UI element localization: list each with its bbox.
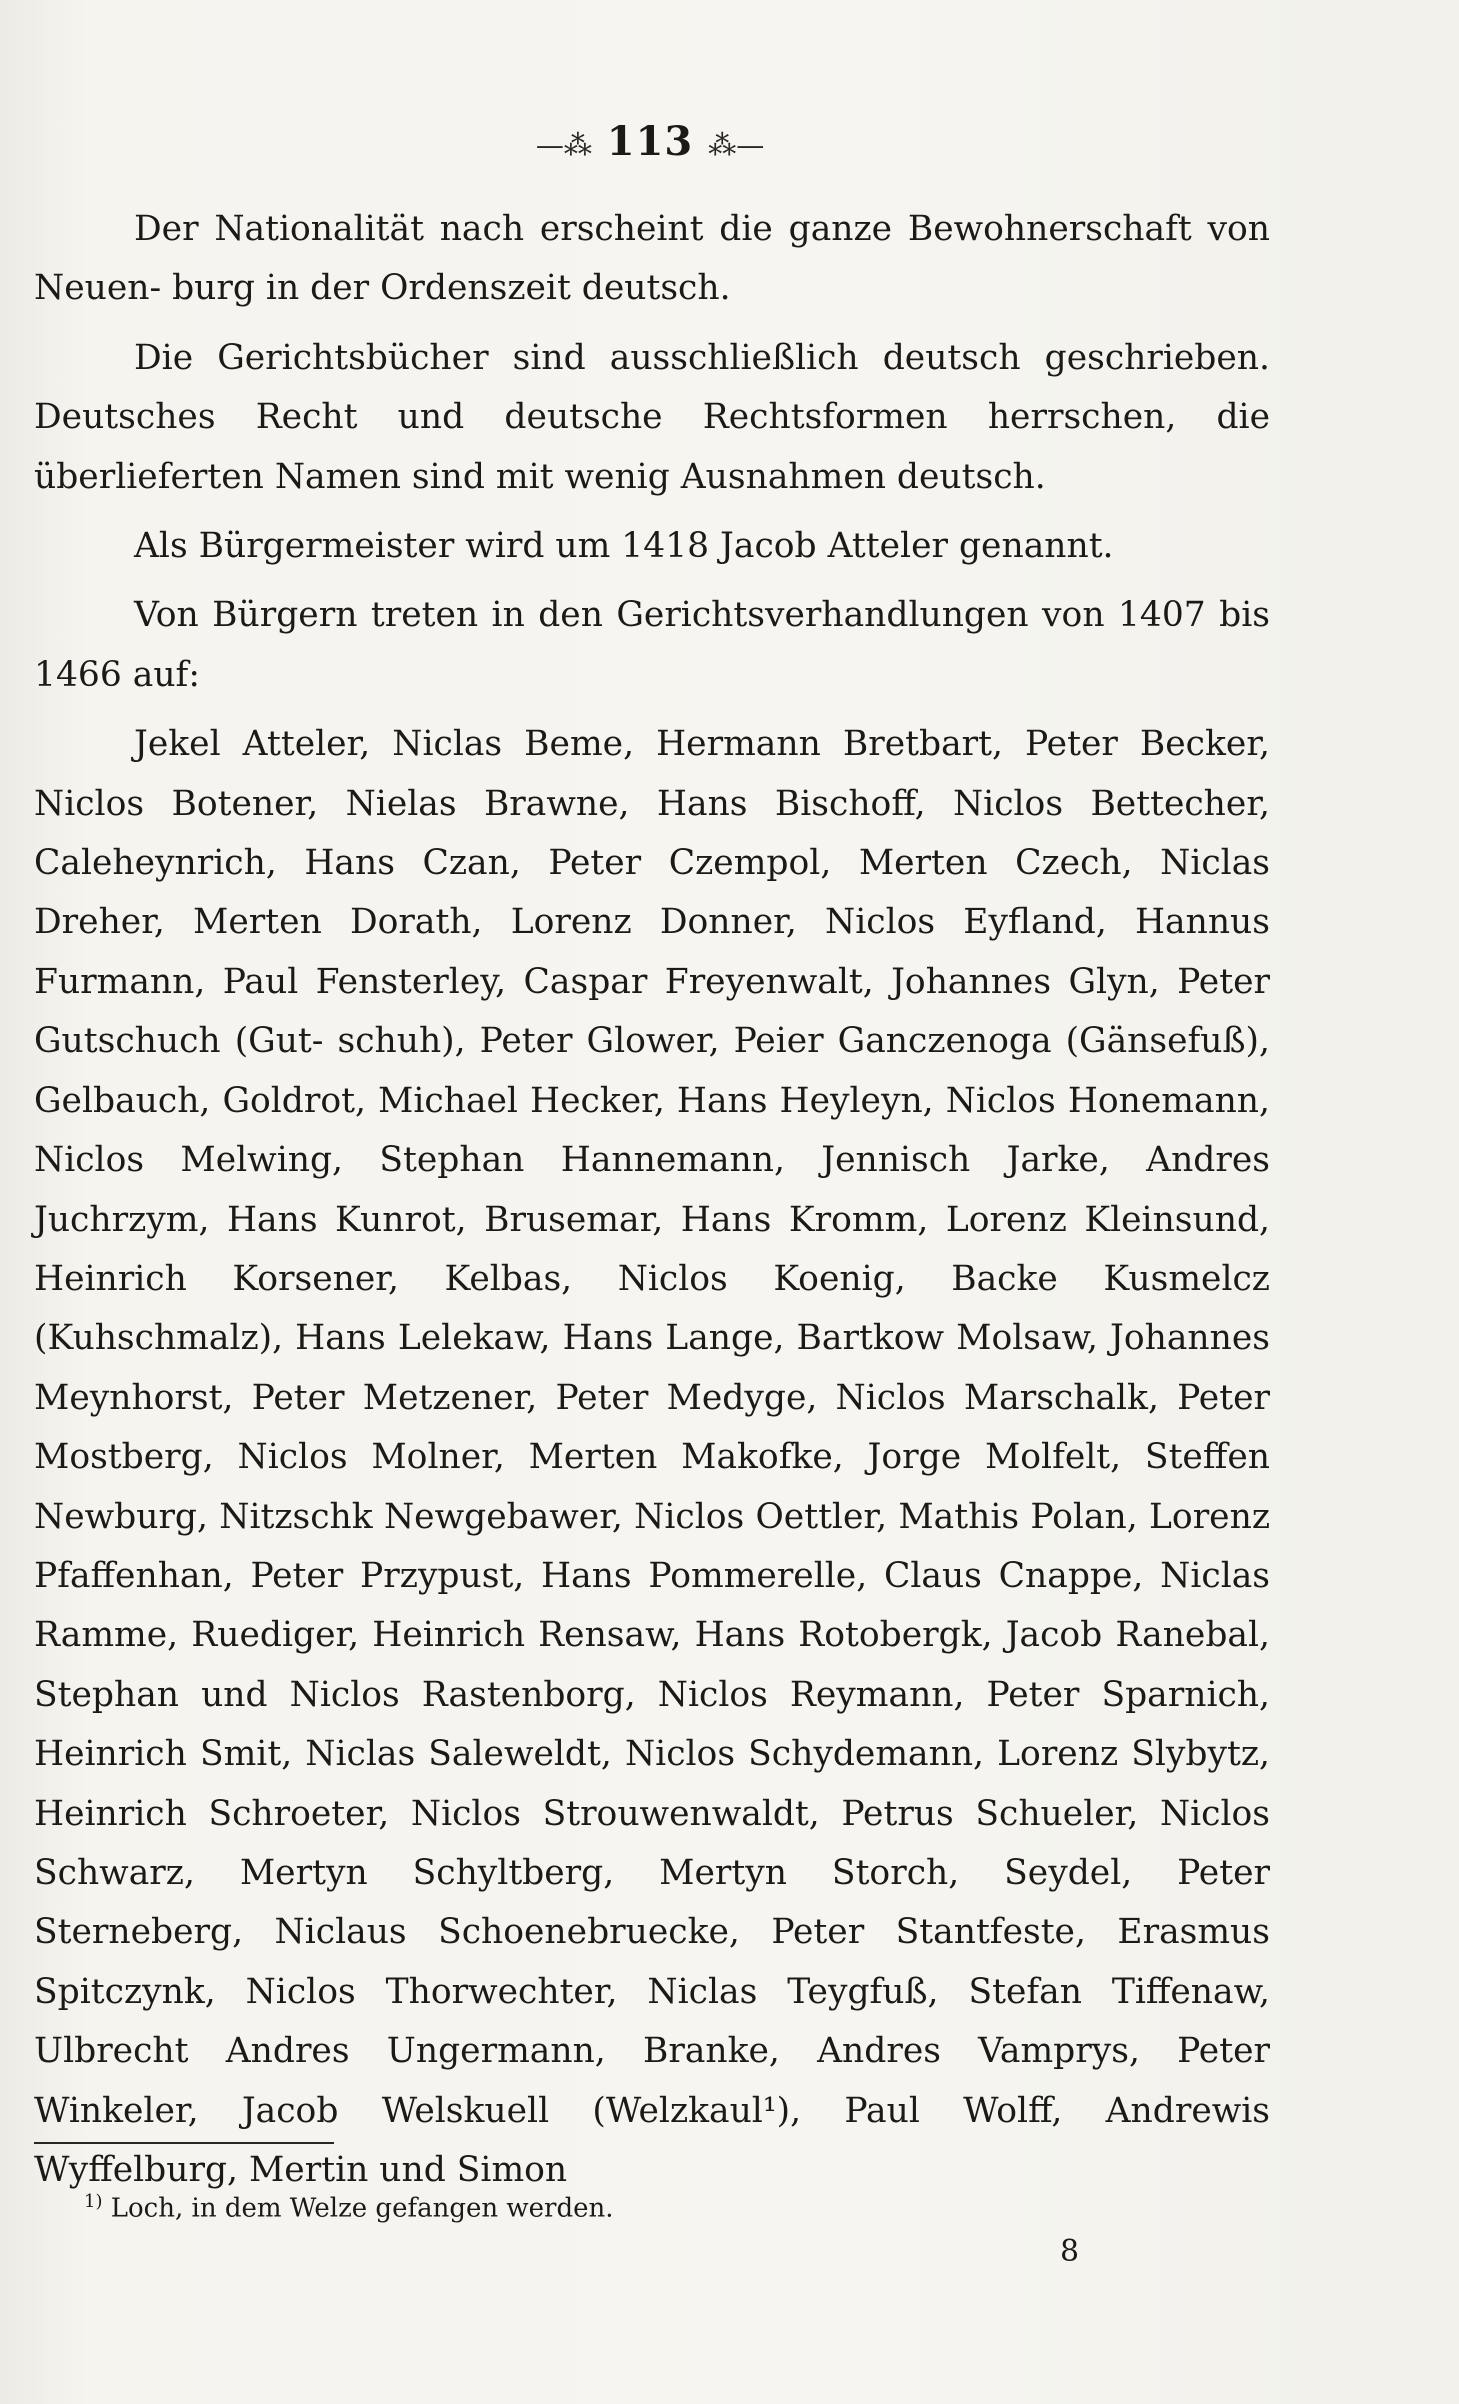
- signature-mark: 8: [1060, 2234, 1080, 2269]
- ornament-left: —⁂: [535, 128, 592, 162]
- footnote-divider: [34, 2142, 334, 2144]
- footnote-marker: 1): [84, 2191, 103, 2212]
- ornament-right: ⁂—: [708, 128, 765, 162]
- paragraph-citizen-names: Jekel Atteler, Niclas Beme, Hermann Bretbart, Peter Becker, Niclos Botener, Nielas Brawne, Hans Bischoff, Niclos Bettecher, Caleheynrich, Hans Czan, Peter Czempol, Merten Czech, Niclas Dreher, Merten Dorath, Lorenz Donner, Niclos Eyfland, Hannus Furmann, Paul Fensterley, Caspar Freyenwalt, Johannes Glyn, Peter Gutschuch (Gut- schuh), Peter Glower, Peier Ganczenoga (Gänsefuß), Gelbauch, Goldrot, Michael Hecker, Hans Heyleyn, Niclos Honemann, Niclos Melwing, Stephan Hannemann, Jennisch Jarke, Andres Juchrzym, Hans Kunrot, Brusemar, Hans Kromm, Lorenz Kleinsund, Heinrich Korsener, Kelbas, Niclos Koenig, Backe Kusmelcz (Kuhschmalz), Hans Lelekaw, Hans Lange, Bartkow Molsaw, Johannes Meynhorst, Peter Metzener, Peter Medyge, Niclos Marschalk, Peter Mostberg, Niclos Molner, Merten Makofke, Jorge Molfelt, Steffen Newburg, Nitzschk Newgebawer, Niclos Oettler, Mathis Polan, Lorenz Pfaffenhan, Peter Przypust, Hans Pommerelle, Claus Cnappe, Niclas Ramme, Ruediger, Heinrich Rensaw, Hans Rotobergk, Jacob Ranebal, Stephan und Niclos Rastenborg, Niclos Reymann, Peter Sparnich, Heinrich Smit, Niclas Saleweldt, Niclos Schydemann, Lorenz Slybytz, Heinrich Schroeter, Niclos Strouwenwaldt, Petrus Schueler, Niclos Schwarz, Mertyn Schyltberg, Mertyn Storch, Seydel, Peter Sterneberg, Niclaus Schoenebruecke, Peter Stantfeste, Erasmus Spitczynk, Niclos Thorwechter, Niclas Teygfuß, Stefan Tiffenaw, Ulbrecht Andres Ungermann, Branke, Andres Vamprys, Peter Winkeler, Jacob Welskuell (Welzkaul¹), Paul Wolff, Andrewis Wyffelburg, Mertin und Simon: [34, 724, 1270, 2190]
- paragraph-citizens-intro: Von Bürgern treten in den Gerichtsverhandlungen von 1407 bis 1466 auf:: [34, 595, 1270, 695]
- page-header: [0, 118, 1300, 165]
- footnote-text: Loch, in dem Welze gefangen werden.: [110, 2193, 614, 2224]
- footnote: [84, 2182, 613, 2229]
- paragraph-nationality: Der Nationalität nach erscheint die ganze Bewohnerschaft von Neuen- burg in der Ordenszeit deutsch.: [34, 209, 1270, 309]
- paragraph-court-books: Die Gerichtsbücher sind ausschließlich deutsch geschrieben. Deutsches Recht und deutsche Rechtsformen herrschen, die überlieferten Namen sind mit wenig Ausnahmen deutsch.: [34, 337, 1270, 497]
- body-text: [34, 200, 1270, 2200]
- paragraph-mayor: Als Bürgermeister wird um 1418 Jacob Atteler genannt.: [134, 526, 1114, 567]
- page-number: 113: [606, 118, 694, 165]
